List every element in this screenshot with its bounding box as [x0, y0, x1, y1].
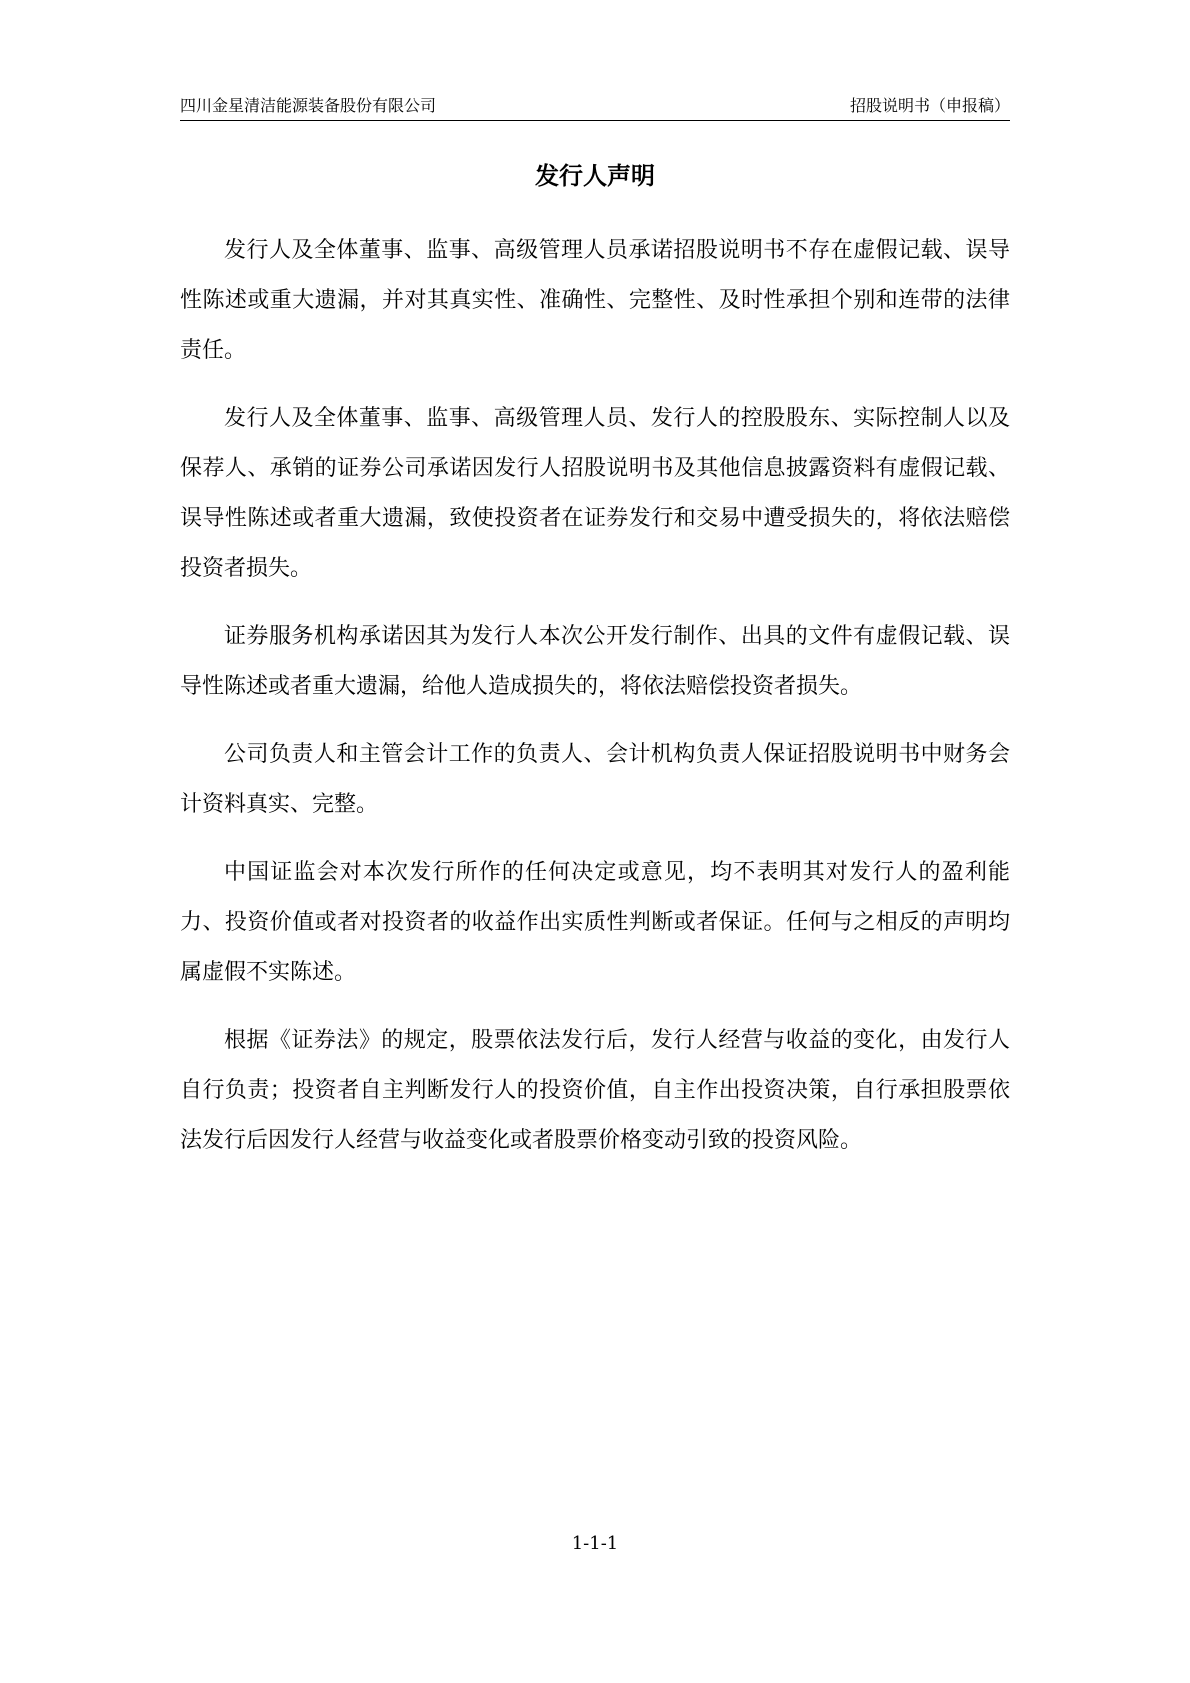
page-header — [180, 96, 1010, 121]
header-document-type: 招股说明书（申报稿） — [849, 96, 1010, 115]
paragraph-6: 根据《证券法》的规定，股票依法发行后，发行人经营与收益的变化，由发行人自行负责；投资者自主判断发行人的投资价值，自主作出投资决策，自行承担股票依法发行后因发行人经营与收益变化或者股票价格变动引致的投资风险。 — [180, 1028, 1010, 1153]
paragraph-2: 发行人及全体董事、监事、高级管理人员、发行人的控股股东、实际控制人以及保荐人、承销的证券公司承诺因发行人招股说明书及其他信息披露资料有虚假记载、误导性陈述或者重大遗漏，致使投资者在证券发行和交易中遭受损失的，将依法赔偿投资者损失。 — [180, 406, 1010, 581]
paragraph-4: 公司负责人和主管会计工作的负责人、会计机构负责人保证招股说明书中财务会计资料真实、完整。 — [180, 742, 1010, 817]
paragraph-1: 发行人及全体董事、监事、高级管理人员承诺招股说明书不存在虚假记载、误导性陈述或重大遗漏，并对其真实性、准确性、完整性、及时性承担个别和连带的法律责任。 — [180, 238, 1010, 363]
paragraph-3: 证券服务机构承诺因其为发行人本次公开发行制作、出具的文件有虚假记载、误导性陈述或者重大遗漏，给他人造成损失的，将依法赔偿投资者损失。 — [180, 624, 1010, 699]
header-company-name: 四川金星清洁能源装备股份有限公司 — [180, 96, 437, 115]
page-number: 1-1-1 — [571, 1533, 619, 1554]
paragraph-5: 中国证监会对本次发行所作的任何决定或意见，均不表明其对发行人的盈利能力、投资价值或者对投资者的收益作出实质性判断或者保证。任何与之相反的声明均属虚假不实陈述。 — [180, 860, 1010, 985]
page-title: 发行人声明 — [535, 162, 655, 190]
declaration-body — [180, 226, 1010, 1184]
